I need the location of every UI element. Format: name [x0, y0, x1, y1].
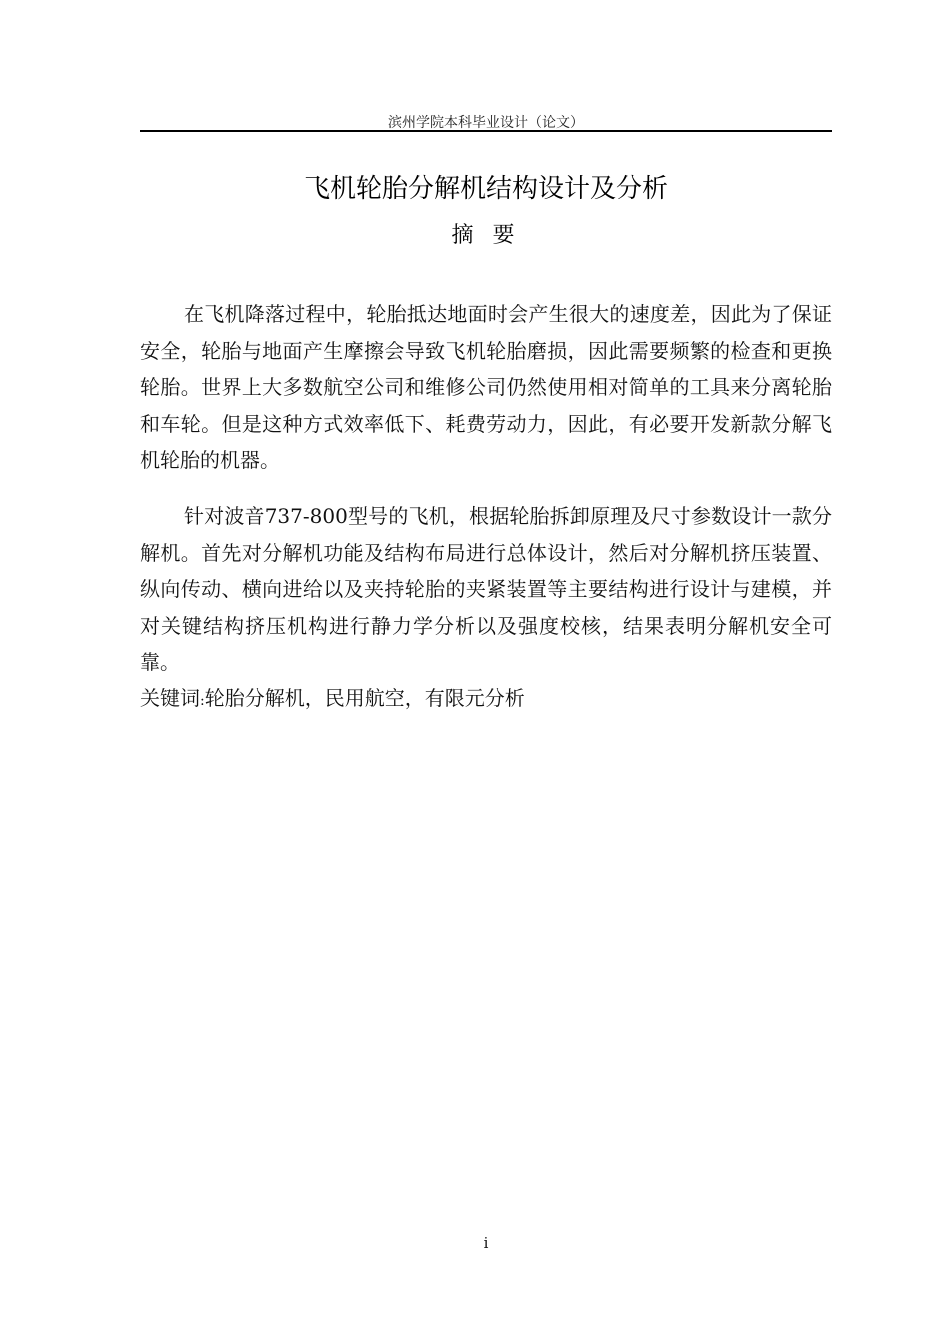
running-header: 滨州学院本科毕业设计（论文）	[388, 115, 584, 131]
keywords-text: 轮胎分解机，民用航空，有限元分析	[204, 686, 525, 710]
keywords-colon: :	[200, 693, 205, 709]
document-title: 飞机轮胎分解机结构设计及分析	[303, 174, 668, 204]
keywords-line	[140, 680, 832, 719]
abstract-paragraph-2: 针对波音737-800型号的飞机，根据轮胎拆卸原理及尺寸参数设计一款分解机。首先对分解机功能及结构布局进行总体设计，然后对分解机挤压装置、纵向传动、横向进给以及夹持轮胎的夹紧装置等主要结构进行设计与建模，并对关键结构挤压机构进行静力学分析以及强度校核，结果表明分解机安全可靠。	[140, 504, 832, 675]
keywords-label: 关键词	[140, 686, 200, 710]
header-rule	[140, 130, 832, 132]
abstract-paragraph-1: 在飞机降落过程中，轮胎抵达地面时会产生很大的速度差，因此为了保证安全，轮胎与地面产生摩擦会导致飞机轮胎磨损，因此需要频繁的检查和更换轮胎。世界上大多数航空公司和维修公司仍然使用相对简单的工具来分离轮胎和车轮。但是这种方式效率低下、耗费劳动力，因此，有必要开发新款分解飞机轮胎的机器。	[140, 302, 832, 473]
page-number: i	[483, 1234, 489, 1252]
abstract-heading: 摘 要	[451, 223, 521, 248]
